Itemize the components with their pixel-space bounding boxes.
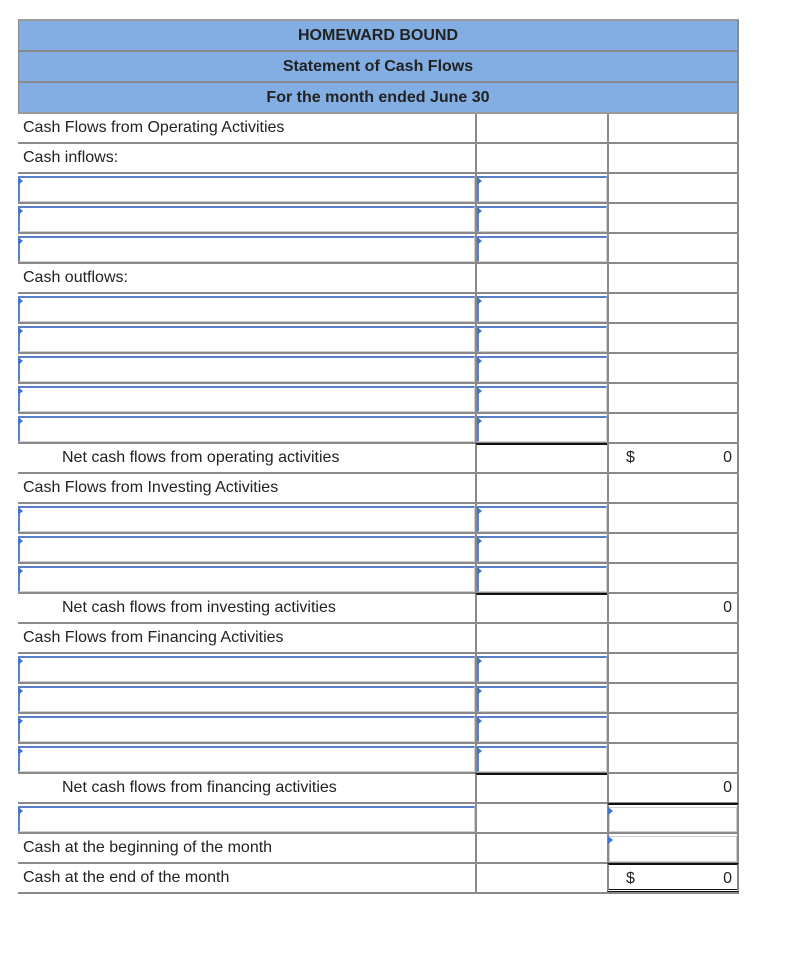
financing-amount-input[interactable]	[477, 686, 607, 712]
investing-amount-input[interactable]	[477, 566, 607, 592]
operating-title: Cash Flows from Operating Activities	[23, 119, 285, 136]
financing-title-row	[18, 624, 739, 654]
outflow-description-input[interactable]	[18, 326, 475, 352]
inflow-row	[18, 234, 739, 264]
statement-title: Statement of Cash Flows	[18, 50, 739, 81]
net-investing-value: 0	[723, 599, 732, 616]
investing-amount-input[interactable]	[477, 506, 607, 532]
ending-cash-row	[18, 864, 739, 894]
financing-description-input[interactable]	[18, 686, 475, 712]
investing-amount-input[interactable]	[477, 536, 607, 562]
outflow-row	[18, 294, 739, 324]
cash-flow-statement	[18, 19, 739, 894]
company-name: HOMEWARD BOUND	[18, 19, 739, 50]
outflows-label: Cash outflows:	[23, 269, 128, 286]
inflow-description-input[interactable]	[18, 236, 475, 262]
financing-row	[18, 684, 739, 714]
net-financing-row	[18, 774, 739, 804]
statement-period: For the month ended June 30	[18, 81, 739, 114]
financing-amount-input[interactable]	[477, 716, 607, 742]
financing-title: Cash Flows from Financing Activities	[23, 629, 284, 646]
financing-amount-input[interactable]	[477, 746, 607, 772]
beginning-cash-row	[18, 834, 739, 864]
net-financing-label: Net cash flows from financing activities	[62, 779, 337, 796]
ending-cash-label: Cash at the end of the month	[23, 869, 230, 886]
investing-title-row	[18, 474, 739, 504]
financing-description-input[interactable]	[18, 716, 475, 742]
net-change-amount-input[interactable]	[609, 807, 737, 832]
financing-description-input[interactable]	[18, 746, 475, 772]
outflow-row	[18, 384, 739, 414]
outflow-description-input[interactable]	[18, 296, 475, 322]
inflows-label: Cash inflows:	[23, 149, 119, 166]
inflow-row	[18, 174, 739, 204]
inflow-amount-input[interactable]	[477, 236, 607, 262]
inflow-description-input[interactable]	[18, 206, 475, 232]
currency-symbol: $	[626, 449, 635, 466]
financing-description-input[interactable]	[18, 656, 475, 682]
financing-row	[18, 714, 739, 744]
net-operating-row	[18, 444, 739, 474]
investing-row	[18, 534, 739, 564]
investing-row	[18, 504, 739, 534]
outflows-label-row	[18, 264, 739, 294]
financing-row	[18, 744, 739, 774]
outflow-description-input[interactable]	[18, 386, 475, 412]
investing-title: Cash Flows from Investing Activities	[23, 479, 279, 496]
net-change-description-input[interactable]	[18, 806, 475, 832]
ending-cash-value: 0	[723, 870, 732, 887]
outflow-description-input[interactable]	[18, 416, 475, 442]
outflow-amount-input[interactable]	[477, 296, 607, 322]
currency-symbol: $	[626, 870, 635, 887]
outflow-row	[18, 414, 739, 444]
outflow-description-input[interactable]	[18, 356, 475, 382]
net-investing-row	[18, 594, 739, 624]
outflow-amount-input[interactable]	[477, 416, 607, 442]
net-change-row	[18, 804, 739, 834]
outflow-amount-input[interactable]	[477, 356, 607, 382]
inflow-amount-input[interactable]	[477, 176, 607, 202]
beginning-cash-label: Cash at the beginning of the month	[23, 839, 273, 856]
outflow-row	[18, 354, 739, 384]
net-operating-value: 0	[723, 449, 732, 466]
outflow-row	[18, 324, 739, 354]
beginning-cash-input[interactable]	[609, 836, 737, 862]
net-investing-label: Net cash flows from investing activities	[62, 599, 336, 616]
investing-description-input[interactable]	[18, 506, 475, 532]
investing-row	[18, 564, 739, 594]
inflows-label-row	[18, 144, 739, 174]
net-operating-label: Net cash flows from operating activities	[62, 449, 340, 466]
investing-description-input[interactable]	[18, 566, 475, 592]
outflow-amount-input[interactable]	[477, 386, 607, 412]
operating-title-row	[18, 114, 739, 144]
inflow-description-input[interactable]	[18, 176, 475, 202]
net-financing-value: 0	[723, 779, 732, 796]
financing-row	[18, 654, 739, 684]
inflow-row	[18, 204, 739, 234]
outflow-amount-input[interactable]	[477, 326, 607, 352]
financing-amount-input[interactable]	[477, 656, 607, 682]
inflow-amount-input[interactable]	[477, 206, 607, 232]
investing-description-input[interactable]	[18, 536, 475, 562]
